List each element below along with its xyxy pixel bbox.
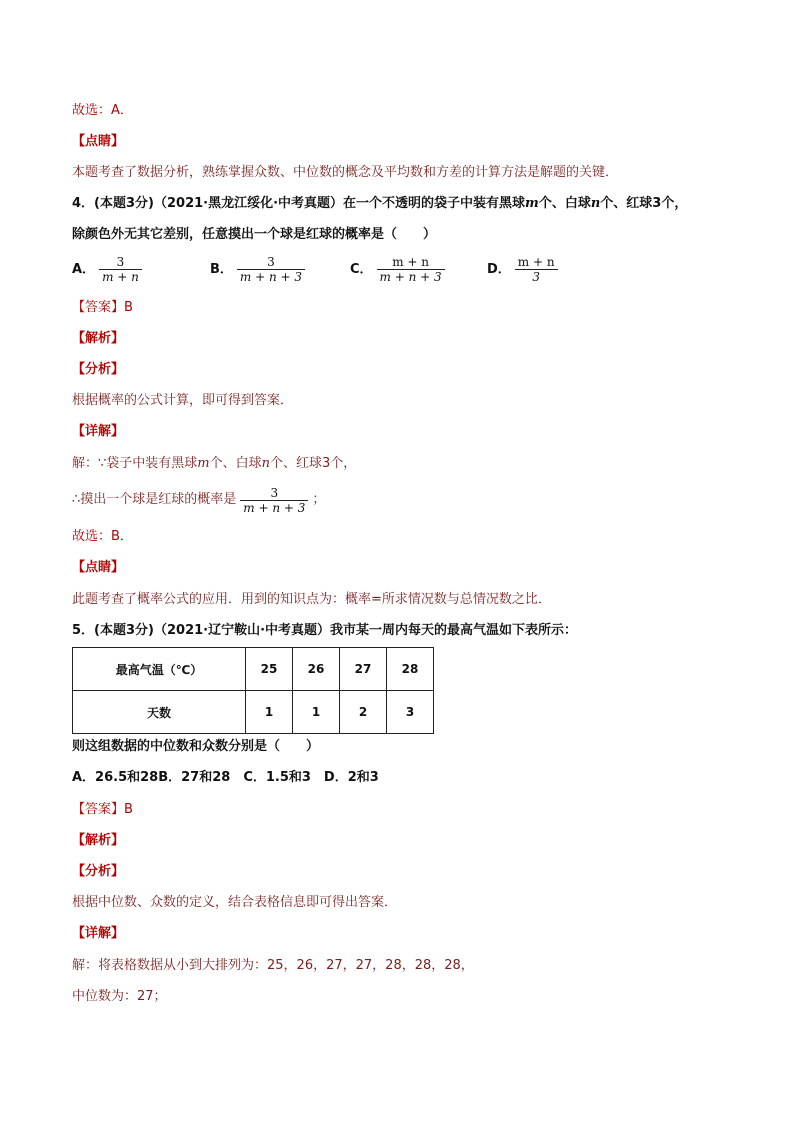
answer-4: 【答案】B: [72, 300, 133, 315]
section-tag-xiangjie: 【详解】: [72, 424, 125, 439]
section-tag-xiangjie-5: 【详解】: [72, 926, 125, 941]
gu-xuan-4: 故选：B．: [72, 529, 133, 544]
fenxi-text-5: 根据中位数、众数的定义，结合表格信息即可得出答案．: [72, 895, 398, 910]
option-b-fraction: $\frac{3}{m + n + 3}$: [237, 255, 305, 284]
table-row: [73, 648, 434, 691]
section-tag-dianjing: 【点睛】: [72, 134, 125, 149]
option-c: C． $\frac{m + n}{m + n + 3}$: [350, 255, 449, 284]
solution-5-line-2: 中位数为：27；: [72, 989, 167, 1004]
prev-answer-line: 故选：A．: [72, 103, 133, 118]
question-5-line-1: 5．(本题3分)（2021·辽宁鞍山·中考真题）我市某一周内每天的最高气温如下表所示：: [72, 623, 578, 638]
question-4-line-2: 除颜色外无其它差别，任意摸出一个球是红球的概率是（ ）: [72, 227, 437, 242]
question-5-line-2: 则这组数据的中位数和众数分别是（ ）: [72, 739, 320, 754]
table-cell: 28: [387, 648, 434, 691]
option-a: A． $\frac{3}{m + n}$: [72, 255, 146, 284]
fenxi-text-4: 根据概率的公式计算，即可得到答案．: [72, 393, 294, 408]
solution-fraction: $\frac{3}{m + n + 3}$: [240, 486, 308, 515]
option-d: D． $\frac{m + n}{3}$: [487, 255, 562, 284]
table-cell: 25: [246, 648, 293, 691]
table-header-cell: 最高气温（℃）: [73, 648, 246, 691]
solution-4-line-2: ∴摸出一个球是红球的概率是 $\frac{3}{m + n + 3}$ ；: [72, 485, 326, 515]
table-header-cell: 天数: [73, 691, 246, 734]
section-tag-dianjing-4: 【点睛】: [72, 560, 125, 575]
dianjing-text-4: 此题考查了概率公式的应用．用到的知识点为：概率=所求情况数与总情况数之比．: [72, 592, 551, 607]
question-5-options: A．26.5和28B．27和28 C．1.5和3 D．2和3: [72, 770, 379, 785]
option-d-fraction: $\frac{m + n}{3}$: [515, 255, 558, 284]
option-a-fraction: $\frac{3}{m + n}$: [99, 255, 142, 284]
option-c-fraction: $\frac{m + n}{m + n + 3}$: [377, 255, 445, 284]
question-4-line-1: 4．(本题3分)（2021·黑龙江绥化·中考真题）在一个不透明的袋子中装有黑球m个、白球n个、红球3个，: [72, 196, 688, 211]
table-cell: 27: [340, 648, 387, 691]
section-tag-fenxi-5: 【分析】: [72, 864, 125, 879]
table-cell: 26: [293, 648, 340, 691]
table-row: [73, 691, 434, 734]
solution-5-line-1: 解：将表格数据从小到大排列为：25，26，27，27，28，28，28，: [72, 958, 474, 973]
temperature-table: [72, 647, 434, 734]
dianjing-text: 本题考查了数据分析，熟练掌握众数、中位数的概念及平均数和方差的计算方法是解题的关键．: [72, 165, 619, 180]
table-cell: 3: [387, 691, 434, 734]
answer-5: 【答案】B: [72, 802, 133, 817]
solution-4-line-1: 解：∵袋子中装有黑球m个、白球n个、红球3个，: [72, 456, 357, 471]
section-tag-jiexi: 【解析】: [72, 331, 125, 346]
table-cell: 1: [246, 691, 293, 734]
section-tag-jiexi-5: 【解析】: [72, 833, 125, 848]
option-b: B． $\frac{3}{m + n + 3}$: [210, 255, 309, 284]
section-tag-fenxi: 【分析】: [72, 362, 125, 377]
question-4-options: [72, 255, 632, 291]
table-cell: 1: [293, 691, 340, 734]
table-cell: 2: [340, 691, 387, 734]
